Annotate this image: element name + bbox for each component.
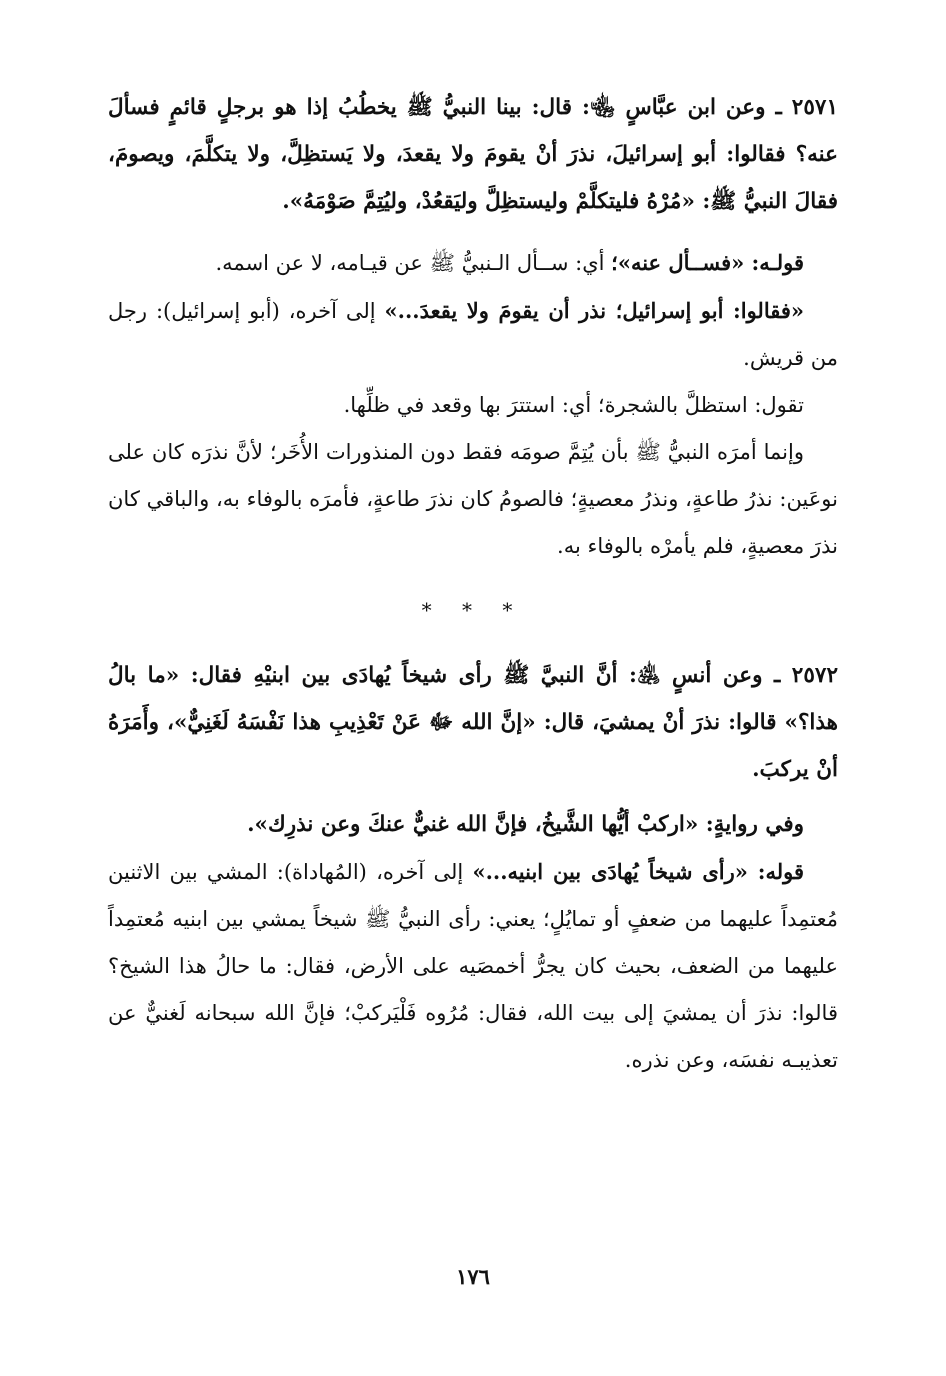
commentary-2571-p3: تقول: استظلَّ بالشجرة؛ أي: استترَ بها وقعد في ظلِّها. [343, 393, 804, 417]
commentary-2571-p2-lead: «فقالوا: أبو إسرائيل؛ نذر أن يقومَ ولا يقعدَ...» [384, 298, 805, 323]
commentary-2571-p2 [108, 287, 838, 382]
section-separator: * * * [421, 598, 525, 622]
commentary-2571-p1-rest: أي: ســأل الـنبيُّ ﷺ عن قيـامه، لا عن اسمه. [215, 251, 612, 275]
hadith-2572-riwaya: وفي روايةٍ: «اركبْ أيُّها الشَّيخُ، فإنَّ الله غنيٌّ عنكَ وعن نذرِك». [247, 812, 804, 837]
commentary-2571-p2-rest: إلى آخره، (أبو إسرائيل): رجل من قريش. [108, 299, 838, 370]
hadith-2571: ٢٥٧١ ـ وعن ابن عبَّاسٍ ﵄: قال: بينا النبيُّ ﷺ يخطُبُ إذا هو برجلٍ قائمٍ فسألَ عنه؟ فقالوا: أبو إسرائيلَ، نذرَ أنْ يقومَ ولا يقعدَ، ولا يَستظِلَّ، ولا يتكلَّمَ، ويصومَ، فقالَ النبيُّ ﷺ: «مُرْهُ فليتكلَّمْ وليستظِلَّ وليَقعُدْ، وليُتِمَّ صَوْمَهُ». [108, 95, 838, 214]
commentary-2571-p1-lead: قولـه: «فســأل عنه»؛ [611, 250, 804, 275]
page-body [108, 84, 838, 1084]
commentary-2571-p4: وإنما أمرَه النبيُّ ﷺ بأن يُتِمَّ صومَه فقط دون المنذورات الأُخَر؛ لأنَّ نذرَه كان على نوعَين: نذرُ طاعةٍ، ونذرُ معصيةٍ؛ فالصومُ كان نذرَ طاعةٍ، فأمرَه بالوفاء به، والباقي كان نذرَ معصيةٍ، فلم يأمرْه بالوفاء به. [108, 440, 838, 558]
commentary-2571-p1 [108, 239, 838, 287]
commentary-2572 [108, 848, 838, 1084]
commentary-2572-rest: إلى آخره، (المُهاداة): المشي بين الاثنين مُعتمِداً عليهما من ضعفٍ أو تمايُلٍ؛ يعني: رأى النبيُّ ﷺ شيخاً يمشي بين ابنيه مُعتمِداً عليهما من الضعف، بحيث كان يجرُّ أخمصَيه على الأرض، فقال: ما حالُ هذا الشيخ؟ قالوا: نذرَ أن يمشيَ إلى بيت الله، فقال: مُرُوه فَلْيَركبْ؛ فإنَّ الله سبحانه لَغنيٌّ عن تعذيبـه نفسَه، وعن نذره. [108, 860, 838, 1072]
page-number: ١٧٦ [456, 1264, 490, 1289]
commentary-2572-lead: قوله: «رأى شيخاً يُهادَى بين ابنيه...» [472, 859, 805, 884]
hadith-2572: ٢٥٧٢ ـ وعن أنسٍ ﵁: أنَّ النبيَّ ﷺ رأى شيخاً يُهادَى بين ابنيْهِ فقال: «ما بالُ هذا؟» قالوا: نذرَ أنْ يمشيَ، قال: «إنَّ الله ﷻ عَنْ تَعْذِيبِ هذا نَفْسَهُ لَغَنِيٌّ»، وأَمَرَهُ أنْ يركبَ. [108, 663, 838, 782]
